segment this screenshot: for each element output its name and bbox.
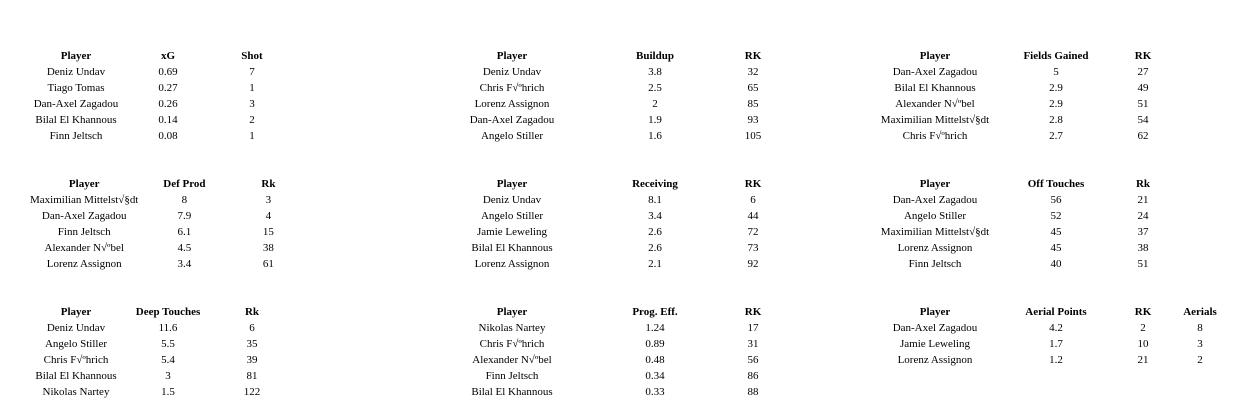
table-row — [876, 64, 1168, 80]
stat-value: 92 — [747, 258, 759, 270]
stat-value: 85 — [747, 98, 759, 110]
player-name: Dan-Axel Zagadou — [33, 98, 119, 110]
table-row — [456, 128, 764, 144]
player-name: Dan-Axel Zagadou — [892, 66, 978, 78]
stat-value: 0.33 — [645, 386, 665, 398]
stat-value: 2.9 — [1049, 98, 1063, 110]
stats-table-buildup — [456, 48, 764, 144]
stat-value: 52 — [1050, 210, 1062, 222]
table-row — [30, 208, 306, 224]
stat-value: 8.1 — [648, 194, 662, 206]
stat-value: 2 — [1140, 322, 1146, 334]
stat-value: 7.9 — [177, 210, 192, 222]
stat-value: 10 — [1137, 338, 1149, 350]
player-name: Deniz Undav — [46, 66, 106, 78]
table-row — [456, 256, 764, 272]
player-name: Tiago Tomas — [47, 82, 105, 94]
stat-value: 6.1 — [177, 226, 192, 238]
player-name: Maximilian Mittelst√§dt — [880, 226, 990, 238]
table-row — [30, 80, 290, 96]
player-name: Deniz Undav — [46, 322, 106, 334]
table-row — [876, 352, 1232, 368]
stat-value: 2.7 — [1049, 130, 1063, 142]
player-name: Bilal El Khannous — [35, 114, 117, 126]
stat-value: 81 — [246, 370, 258, 382]
table-row — [876, 336, 1232, 352]
table-row — [30, 192, 306, 208]
column-header: Shot — [241, 50, 263, 62]
stat-value: 38 — [262, 242, 274, 254]
player-name: Angelo Stiller — [480, 130, 544, 142]
column-header: Player — [60, 50, 92, 62]
player-name: Bilal El Khannous — [894, 82, 976, 94]
stat-value: 32 — [747, 66, 759, 78]
table-row — [876, 240, 1168, 256]
stats-table-prog-eff — [456, 304, 764, 400]
stat-value: 72 — [747, 226, 759, 238]
table-row — [456, 320, 764, 336]
player-name: Nikolas Nartey — [478, 322, 546, 334]
table-row — [456, 208, 764, 224]
player-name: Lorenz Assignon — [46, 258, 122, 270]
stat-value: 45 — [1050, 226, 1062, 238]
stat-value: 122 — [243, 386, 261, 398]
stat-value: 86 — [747, 370, 759, 382]
table-row — [876, 256, 1168, 272]
table-row — [456, 336, 764, 352]
table-row — [456, 224, 764, 240]
player-name: Bilal El Khannous — [471, 386, 553, 398]
stat-value: 39 — [246, 354, 258, 366]
player-name: Maximilian Mittelst√§dt — [30, 194, 139, 206]
stats-table-def-prod — [30, 176, 306, 272]
player-name: Finn Jeltsch — [908, 258, 962, 270]
player-name: Alexander N√ºbel — [472, 354, 552, 366]
player-name: Dan-Axel Zagadou — [892, 194, 978, 206]
player-name: Chris F√ºhrich — [479, 338, 545, 350]
player-name: Dan-Axel Zagadou — [41, 210, 127, 222]
stat-value: 2.6 — [648, 242, 662, 254]
stat-value: 0.48 — [645, 354, 665, 366]
stat-value: 3 — [1197, 338, 1203, 350]
stat-value: 3 — [249, 98, 255, 110]
column-header: Deep Touches — [135, 306, 201, 318]
stat-value: 0.27 — [158, 82, 178, 94]
table-header-row — [30, 48, 290, 64]
stat-value: 2 — [1197, 354, 1203, 366]
player-name: Maximilian Mittelst√§dt — [880, 114, 990, 126]
table-row — [876, 208, 1168, 224]
player-name: Nikolas Nartey — [42, 386, 110, 398]
player-name: Angelo Stiller — [44, 338, 108, 350]
stat-value: 61 — [262, 258, 274, 270]
stat-value: 35 — [246, 338, 258, 350]
table-row — [876, 80, 1168, 96]
table-row — [456, 80, 764, 96]
stat-value: 27 — [1137, 66, 1149, 78]
player-name: Alexander N√ºbel — [895, 98, 975, 110]
table-row — [30, 96, 290, 112]
table-header-row — [456, 48, 764, 64]
stat-value: 1 — [249, 130, 255, 142]
stats-table-fields-gained — [876, 48, 1168, 144]
stat-value: 2.8 — [1049, 114, 1063, 126]
table-row — [30, 352, 290, 368]
table-row — [456, 384, 764, 400]
player-name: Angelo Stiller — [480, 210, 544, 222]
stat-value: 1.5 — [161, 386, 175, 398]
player-name: Jamie Leweling — [477, 226, 547, 238]
column-header: RK — [1134, 306, 1152, 318]
player-name: Angelo Stiller — [903, 210, 967, 222]
stat-value: 65 — [747, 82, 759, 94]
stat-value: 3.4 — [648, 210, 662, 222]
column-header: Receiving — [632, 178, 678, 190]
stats-table-xg — [30, 48, 290, 144]
column-header: Rk — [1135, 178, 1151, 190]
table-row — [876, 320, 1232, 336]
table-header-row — [876, 48, 1168, 64]
table-row — [876, 112, 1168, 128]
stat-value: 2 — [652, 98, 658, 110]
stat-value: 2.5 — [648, 82, 662, 94]
stat-value: 88 — [747, 386, 759, 398]
player-name: Lorenz Assignon — [474, 258, 550, 270]
table-row — [456, 352, 764, 368]
stat-value: 6 — [750, 194, 756, 206]
stat-value: 44 — [747, 210, 759, 222]
table-header-row — [456, 176, 764, 192]
player-name: Alexander N√ºbel — [44, 242, 124, 254]
stat-value: 1 — [249, 82, 255, 94]
stat-value: 8 — [1197, 322, 1203, 334]
stat-value: 2.1 — [648, 258, 662, 270]
player-name: Lorenz Assignon — [474, 98, 550, 110]
player-name: Bilal El Khannous — [35, 370, 117, 382]
table-row — [876, 224, 1168, 240]
player-name: Finn Jeltsch — [485, 370, 539, 382]
stat-value: 62 — [1137, 130, 1149, 142]
table-row — [30, 384, 290, 400]
table-row — [456, 368, 764, 384]
table-header-row — [456, 304, 764, 320]
player-name: Finn Jeltsch — [49, 130, 103, 142]
table-row — [30, 320, 290, 336]
stat-value: 93 — [747, 114, 759, 126]
player-name: Chris F√ºhrich — [479, 82, 545, 94]
table-header-row — [30, 176, 306, 192]
player-name: Finn Jeltsch — [57, 226, 111, 238]
stat-value: 3 — [265, 194, 272, 206]
table-row — [456, 192, 764, 208]
player-name: Dan-Axel Zagadou — [469, 114, 555, 126]
table-row — [30, 368, 290, 384]
stat-value: 1.2 — [1049, 354, 1063, 366]
table-header-row — [876, 176, 1168, 192]
stat-value: 3 — [165, 370, 171, 382]
table-row — [30, 128, 290, 144]
column-header: Player — [68, 178, 100, 190]
stats-table-off-touches — [876, 176, 1168, 272]
player-name: Lorenz Assignon — [897, 242, 973, 254]
player-name: Deniz Undav — [482, 194, 542, 206]
table-row — [456, 240, 764, 256]
stat-value: 0.89 — [645, 338, 665, 350]
stat-value: 0.26 — [158, 98, 178, 110]
stat-value: 21 — [1137, 354, 1149, 366]
stat-value: 15 — [262, 226, 274, 238]
stat-value: 3.8 — [648, 66, 662, 78]
table-row — [30, 256, 306, 272]
stat-value: 4 — [265, 210, 272, 222]
column-header: Player — [919, 178, 951, 190]
stat-value: 31 — [747, 338, 759, 350]
stat-value: 51 — [1137, 98, 1149, 110]
table-row — [876, 128, 1168, 144]
stat-value: 51 — [1137, 258, 1149, 270]
stat-value: 54 — [1137, 114, 1149, 126]
column-header: Player — [496, 50, 528, 62]
stat-value: 17 — [747, 322, 759, 334]
stat-value: 105 — [744, 130, 762, 142]
player-name: Lorenz Assignon — [897, 354, 973, 366]
stat-value: 45 — [1050, 242, 1062, 254]
stat-value: 2.9 — [1049, 82, 1063, 94]
table-row — [456, 96, 764, 112]
stat-value: 5 — [1053, 66, 1059, 78]
column-header: Aerial Points — [1025, 306, 1087, 318]
column-header: Rk — [244, 306, 260, 318]
stat-value: 40 — [1050, 258, 1062, 270]
stat-value: 38 — [1137, 242, 1149, 254]
stat-value: 1.6 — [648, 130, 662, 142]
table-header-row — [876, 304, 1232, 320]
player-name: Chris F√ºhrich — [902, 130, 968, 142]
column-header: Player — [496, 306, 528, 318]
stat-value: 3.4 — [177, 258, 192, 270]
table-row — [456, 112, 764, 128]
player-name: Jamie Leweling — [900, 338, 970, 350]
stat-value: 6 — [249, 322, 255, 334]
stat-value: 73 — [747, 242, 759, 254]
stats-table-receiving — [456, 176, 764, 272]
stat-value: 0.34 — [645, 370, 665, 382]
column-header: Aerials — [1183, 306, 1217, 318]
column-header: Buildup — [636, 50, 674, 62]
stat-value: 1.7 — [1049, 338, 1063, 350]
stat-value: 5.5 — [161, 338, 175, 350]
stats-table-deep-touches — [30, 304, 290, 400]
player-name: Dan-Axel Zagadou — [892, 322, 978, 334]
column-header: Player — [919, 306, 951, 318]
stat-value: 1.9 — [648, 114, 662, 126]
table-row — [30, 64, 290, 80]
table-header-row — [30, 304, 290, 320]
stat-value: 8 — [181, 194, 188, 206]
stat-value: 24 — [1137, 210, 1149, 222]
stat-value: 7 — [249, 66, 255, 78]
stat-value: 2 — [249, 114, 255, 126]
table-row — [30, 336, 290, 352]
column-header: Player — [496, 178, 528, 190]
table-row — [876, 96, 1168, 112]
stat-value: 4.5 — [177, 242, 192, 254]
stat-value: 56 — [747, 354, 759, 366]
stat-value: 0.08 — [158, 130, 178, 142]
table-row — [30, 224, 306, 240]
column-header: Player — [60, 306, 92, 318]
table-row — [30, 112, 290, 128]
stat-value: 1.24 — [645, 322, 665, 334]
column-header: Rk — [261, 178, 276, 190]
stat-value: 37 — [1137, 226, 1149, 238]
column-header: RK — [744, 50, 762, 62]
table-row — [876, 192, 1168, 208]
column-header: Fields Gained — [1023, 50, 1089, 62]
column-header: Player — [919, 50, 951, 62]
stat-value: 4.2 — [1049, 322, 1063, 334]
stat-value: 0.69 — [158, 66, 178, 78]
column-header: Off Touches — [1027, 178, 1085, 190]
stat-value: 56 — [1050, 194, 1062, 206]
stat-value: 5.4 — [161, 354, 175, 366]
column-header: RK — [744, 178, 762, 190]
column-header: RK — [1134, 50, 1152, 62]
table-row — [30, 240, 306, 256]
stat-value: 2.6 — [648, 226, 662, 238]
player-name: Bilal El Khannous — [471, 242, 553, 254]
player-name: Chris F√ºhrich — [43, 354, 109, 366]
stat-value: 49 — [1137, 82, 1149, 94]
column-header: Prog. Eff. — [632, 306, 678, 318]
player-name: Deniz Undav — [482, 66, 542, 78]
stats-table-aerial-points — [876, 304, 1232, 368]
table-row — [456, 64, 764, 80]
column-header: xG — [160, 50, 176, 62]
column-header: RK — [744, 306, 762, 318]
stat-value: 0.14 — [158, 114, 178, 126]
column-header: Def Prod — [163, 178, 206, 190]
stat-value: 21 — [1137, 194, 1149, 206]
stat-value: 11.6 — [158, 322, 178, 334]
